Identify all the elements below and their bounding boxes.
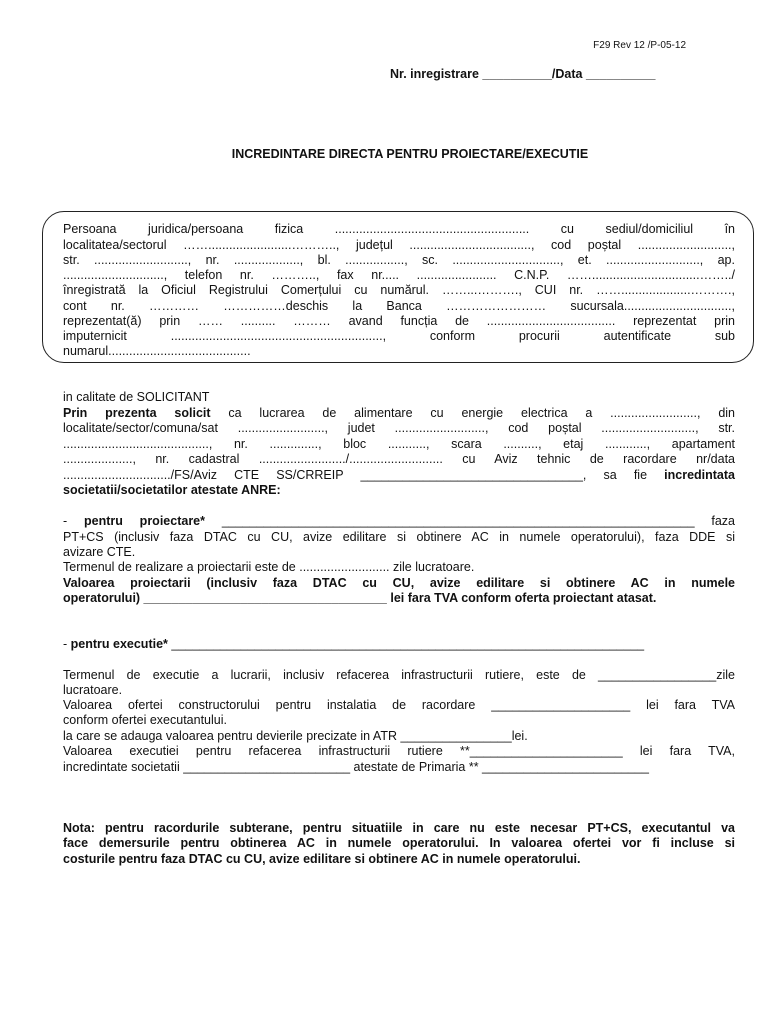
- design-line-3: avizare CTE.: [63, 545, 136, 559]
- design-heading-label: pentru proiectare*: [83, 514, 205, 528]
- note-line-2: face demersurile pentru obtinerea AC in numele operatorului. In valoarea ofertei vor fi incluse si: [63, 836, 735, 850]
- solicitant-line-6: societatii/societatilor atestate ANRE:: [63, 483, 281, 497]
- solicitant-line-2: localitate/sector/comuna/sat ........................., judet .........................., cod poștal ..........................., str.: [63, 421, 735, 435]
- execution-heading: [63, 637, 735, 652]
- applicant-line-1: Persoana juridica/persoana fizica ........................................................ cu sediul/domiciliul în: [63, 222, 735, 236]
- execution-atr-line: la care se adauga valoarea pentru devierile precizate in ATR ________________lei.: [63, 729, 528, 743]
- execution-offer-line-1: Valoarea ofertei constructorului pentru instalatia de racordare ____________________ lei fara TVA: [63, 698, 735, 712]
- note-line-1: Nota: pentru racordurile subterane, pentru situatiile in care nu este necesar PT+CS, executantul va: [63, 821, 735, 835]
- incredintata-emphasis: incredintata: [664, 468, 735, 482]
- execution-term-line-2: lucratoare.: [63, 683, 123, 697]
- applicant-line-4: ............................., telefon nr. ……….., fax nr..... ....................... C.N.P. ……...............................……../: [63, 268, 735, 282]
- design-term: Termenul de realizare a proiectarii este de .......................... zile lucratoare.: [63, 560, 475, 574]
- execution-road-line-2: incredintate societatii ________________________ atestate de Primaria ** ________________________: [63, 760, 649, 774]
- solicit-emphasis: Prin prezenta solicit: [63, 406, 211, 420]
- design-heading-dash: -: [63, 514, 84, 528]
- solicitant-capacity: in calitate de SOLICITANT: [63, 390, 210, 404]
- execution-road-line-1: Valoarea executiei pentru refacerea infrastructurii rutiere **______________________ lei fara TVA,: [63, 744, 735, 758]
- applicant-line-6: cont nr. ………… ……………deschis la Banca …………………… sucursala...............................,: [63, 299, 735, 313]
- execution-heading-rest: ____________________________________________________________________: [167, 637, 645, 651]
- solicitant-line-3: .........................................., nr. .............., bloc ..........., scara .........., etaj ............, apartament: [63, 437, 735, 451]
- applicant-line-3: str. ..........................., nr. ..................., bl. ................., sc. ..............................., et. ..........................., ap.: [63, 253, 735, 267]
- execution-heading-dash: -: [63, 637, 71, 651]
- applicant-line-5: înregistrată la Oficiul Registrului Comerțului cu numărul. ……...………., CUI nr. ……....................……….,: [63, 283, 735, 297]
- solicitant-line-4: ...................., nr. cadastral ........................./........................... cu Aviz tehnic de racordare nr/data: [63, 452, 735, 466]
- solicitant-line-1-rest: ca lucrarea de alimentare cu energie electrica a ........................., din: [210, 406, 735, 420]
- applicant-line-2: localitatea/sectorul ……........................……….., județul ..................................., cod poștal ...........................,: [63, 238, 735, 252]
- applicant-line-9: numarul.........................................: [63, 344, 251, 358]
- execution-term-line-1: Termenul de executie a lucrarii, inclusiv refacerea infrastructurii rutiere, este de _________________zile: [63, 668, 735, 682]
- document-title: INCREDINTARE DIRECTA PENTRU PROIECTARE/EXECUTIE: [231, 147, 589, 161]
- design-heading-rest: ____________________________________________________________________ faza: [205, 514, 735, 528]
- applicant-line-8: imputernicit ............................................................., conform procurii autentificate sub: [63, 329, 735, 343]
- execution-heading-label: pentru executie*: [70, 637, 168, 651]
- solicitant-line-1: [63, 406, 735, 421]
- design-value-line-2: operatorului) ___________________________________ lei fara TVA conform oferta proiectant atasat.: [63, 591, 657, 605]
- execution-offer-line-2: conform ofertei executantului.: [63, 713, 227, 727]
- registration-number-date: Nr. inregistrare __________/Data __________: [390, 67, 656, 81]
- design-heading: [63, 514, 735, 529]
- note-line-3: costurile pentru faza DTAC cu CU, avize edilitare si obtinere AC in numele operatorului.: [63, 852, 581, 866]
- solicitant-line-5: [63, 468, 735, 483]
- design-line-2: PT+CS (inclusiv faza DTAC cu CU, avize edilitare si obtinere AC in numele operatorului), faza DDE si: [63, 530, 735, 544]
- solicitant-line-5-text: .............................../FS/Aviz CTE SS/CRREIP ________________________________, sa fie: [63, 468, 665, 482]
- form-reference: F29 Rev 12 /P-05-12: [593, 40, 686, 51]
- applicant-line-7: reprezentat(ă) prin …… .......... ……… avand funcția de ..................................... reprezentat prin: [63, 314, 735, 328]
- design-value-line-1: Valoarea proiectarii (inclusiv faza DTAC cu CU, avize edilitare si obtinere AC in numele: [63, 576, 735, 590]
